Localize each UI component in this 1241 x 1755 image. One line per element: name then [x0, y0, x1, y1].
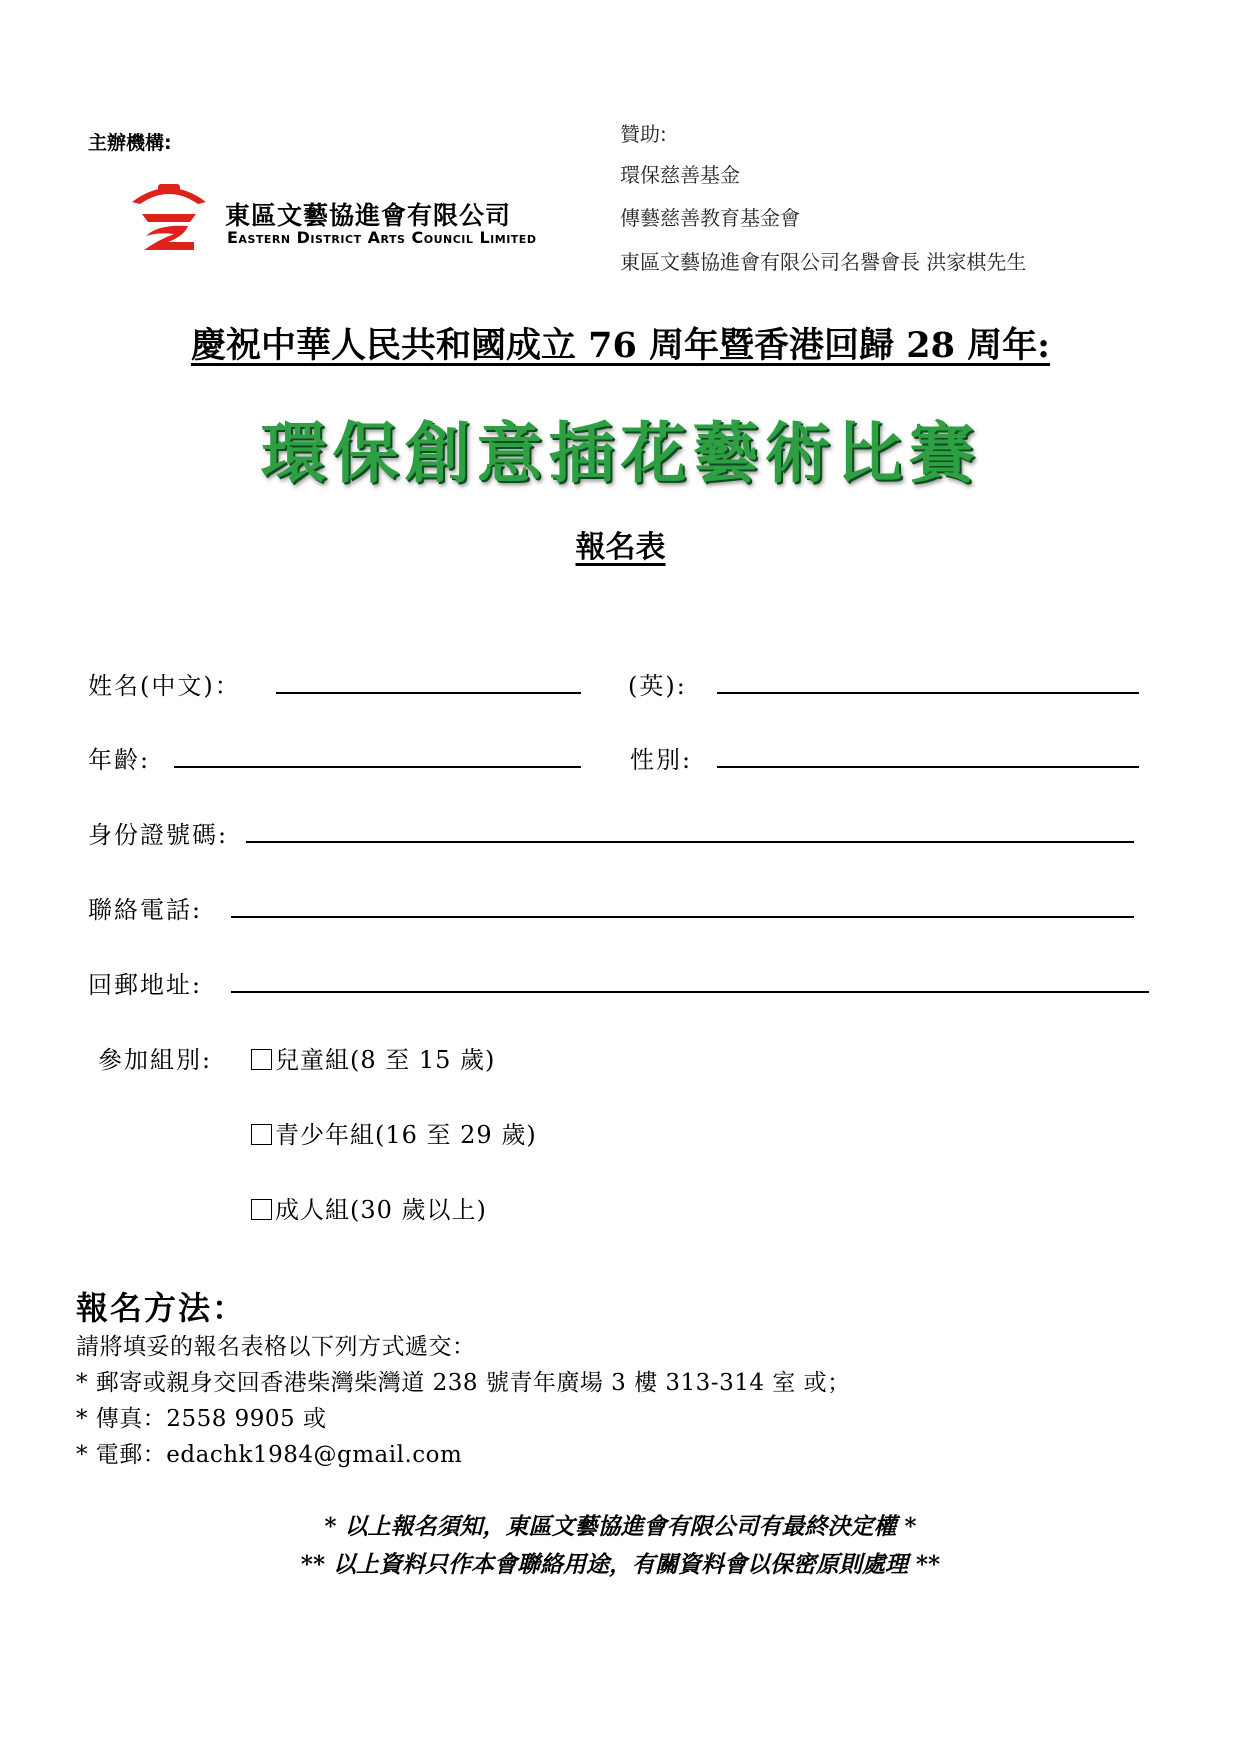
checkbox-icon[interactable] — [251, 1124, 272, 1145]
organizer-label: 主辦機構: — [88, 132, 172, 154]
group-option-adult[interactable]: 成人組(30 歲以上) — [251, 1190, 487, 1225]
age-field[interactable] — [174, 766, 581, 768]
checkbox-icon[interactable] — [251, 1199, 272, 1220]
name-zh-field[interactable] — [276, 692, 581, 694]
name-zh-label: 姓名(中文)： — [88, 672, 241, 700]
sponsor-item: 東區文藝協進會有限公司名譽會長 洪家棋先生 — [620, 250, 1027, 274]
organizer-name-zh: 東區文藝協進會有限公司 — [225, 201, 512, 230]
phone-field[interactable] — [231, 916, 1134, 918]
address-field[interactable] — [231, 991, 1149, 993]
celebration-heading: 慶祝中華人民共和國成立 76 周年暨香港回歸 28 周年: — [190, 325, 1051, 366]
id-number-field[interactable] — [246, 841, 1134, 843]
sponsor-label: 贊助: — [620, 122, 667, 146]
competition-title: 環保創意插花藝術比賽 — [260, 414, 981, 492]
method-line: 請將填妥的報名表格以下列方式遞交： — [76, 1334, 476, 1360]
method-title: 報名方法： — [76, 1289, 247, 1327]
method-line: * 電郵：edachk1984@gmail.com — [76, 1442, 463, 1468]
name-en-field[interactable] — [717, 692, 1139, 694]
phone-label: 聯絡電話: — [88, 896, 203, 924]
address-label: 回郵地址: — [88, 971, 203, 999]
group-label: 參加組別: — [98, 1046, 213, 1074]
form-title: 報名表 — [575, 530, 666, 565]
checkbox-icon[interactable] — [251, 1049, 272, 1070]
organizer-logo — [128, 180, 210, 256]
sponsor-item: 環保慈善基金 — [620, 163, 740, 187]
sponsor-item: 傳藝慈善教育基金會 — [620, 206, 800, 230]
id-number-label: 身份證號碼: — [88, 821, 229, 849]
age-label: 年齡: — [88, 746, 151, 774]
name-en-label: (英): — [628, 672, 687, 700]
organizer-name-en: Eastern District Arts Council Limited — [227, 228, 537, 247]
gender-label: 性別: — [630, 746, 693, 774]
method-line: * 傳真：2558 9905 或 — [76, 1406, 327, 1432]
group-option-child[interactable]: 兒童組(8 至 15 歲) — [251, 1040, 495, 1075]
group-option-youth[interactable]: 青少年組(16 至 29 歲) — [251, 1115, 537, 1150]
method-line: * 郵寄或親身交回香港柴灣柴灣道 238 號青年廣場 3 樓 313-314 室 或； — [76, 1370, 851, 1396]
disclaimer-note: * 以上報名須知，東區文藝協進會有限公司有最終決定權 * — [324, 1513, 917, 1540]
gender-field[interactable] — [717, 766, 1139, 768]
privacy-note: ** 以上資料只作本會聯絡用途，有關資料會以保密原則處理 ** — [300, 1551, 941, 1578]
